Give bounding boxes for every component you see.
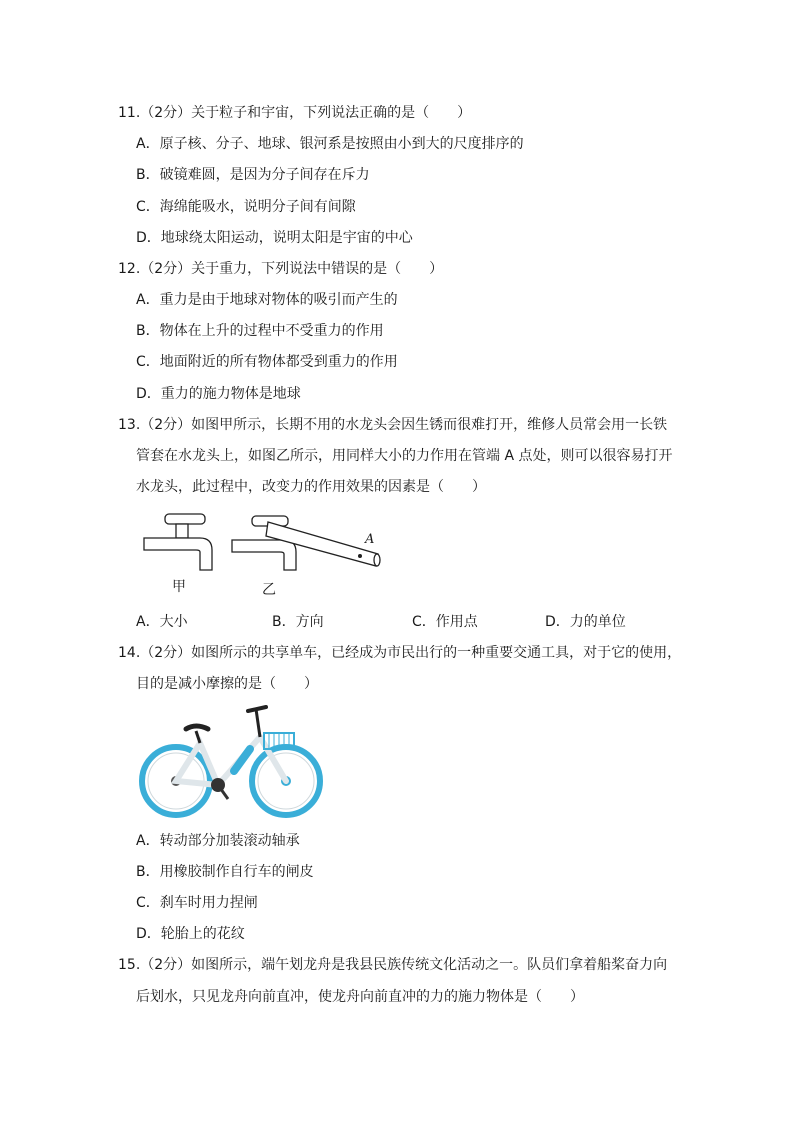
q14-option-b[interactable]: B．用橡胶制作自行车的闸皮 [136, 864, 314, 880]
q13-option-c[interactable]: C．作用点 [412, 614, 478, 630]
q12-option-d[interactable]: D．重力的施力物体是地球 [136, 386, 301, 402]
figure-label-yi: 乙 [262, 582, 276, 598]
q14-stem-line-2: 目的是减小摩擦的是（ ） [136, 676, 318, 692]
q12-option-b[interactable]: B．物体在上升的过程中不受重力的作用 [136, 323, 384, 339]
q13-stem-line-3: 水龙头，此过程中，改变力的作用效果的因素是（ ） [136, 479, 486, 495]
q13-stem-line-2: 管套在水龙头上，如图乙所示，用同样大小的力作用在管端 A 点处，则可以很容易打开 [136, 448, 673, 464]
faucet-figure-jia [140, 510, 220, 580]
q12-option-a[interactable]: A．重力是由于地球对物体的吸引而产生的 [136, 292, 398, 308]
q12-option-c[interactable]: C．地面附近的所有物体都受到重力的作用 [136, 354, 398, 370]
q11-option-a[interactable]: A．原子核、分子、地球、银河系是按照由小到大的尺度排序的 [136, 136, 524, 152]
q12-stem: 12.（2分）关于重力，下列说法中错误的是（ ） [118, 261, 444, 277]
figure-label-jia: 甲 [172, 579, 186, 595]
q11-option-d[interactable]: D．地球绕太阳运动，说明太阳是宇宙的中心 [136, 230, 413, 246]
q14-option-d[interactable]: D．轮胎上的花纹 [136, 926, 245, 942]
q11-option-c[interactable]: C．海绵能吸水，说明分子间有间隙 [136, 199, 356, 215]
q13-option-a[interactable]: A．大小 [136, 614, 188, 630]
q14-stem-line-1: 14.（2分）如图所示的共享单车，已经成为市民出行的一种重要交通工具，对于它的使用， [118, 645, 682, 661]
q14-option-c[interactable]: C．刹车时用力捏闸 [136, 895, 258, 911]
q15-stem-line-1: 15.（2分）如图所示，端午划龙舟是我县民族传统文化活动之一。队员们拿着船桨奋力向 [118, 957, 668, 973]
q15-stem-line-2: 后划水，只见龙舟向前直冲，使龙舟向前直冲的力的施力物体是（ ） [136, 989, 584, 1005]
q13-option-b[interactable]: B．方向 [272, 614, 324, 630]
q11-stem: 11.（2分）关于粒子和宇宙，下列说法正确的是（ ） [118, 105, 472, 121]
q14-option-a[interactable]: A．转动部分加装滚动轴承 [136, 833, 300, 849]
figure-label-point-a: A [365, 532, 375, 547]
q11-option-b[interactable]: B．破镜难圆，是因为分子间存在斥力 [136, 167, 370, 183]
q13-option-d[interactable]: D．力的单位 [545, 614, 626, 630]
q13-stem-line-1: 13.（2分）如图甲所示，长期不用的水龙头会因生锈而很难打开，维修人员常会用一长铁 [118, 417, 668, 433]
shared-bike-image [138, 703, 323, 818]
faucet-pipe-figure-yi [228, 510, 388, 580]
q13-options-row [136, 612, 696, 632]
